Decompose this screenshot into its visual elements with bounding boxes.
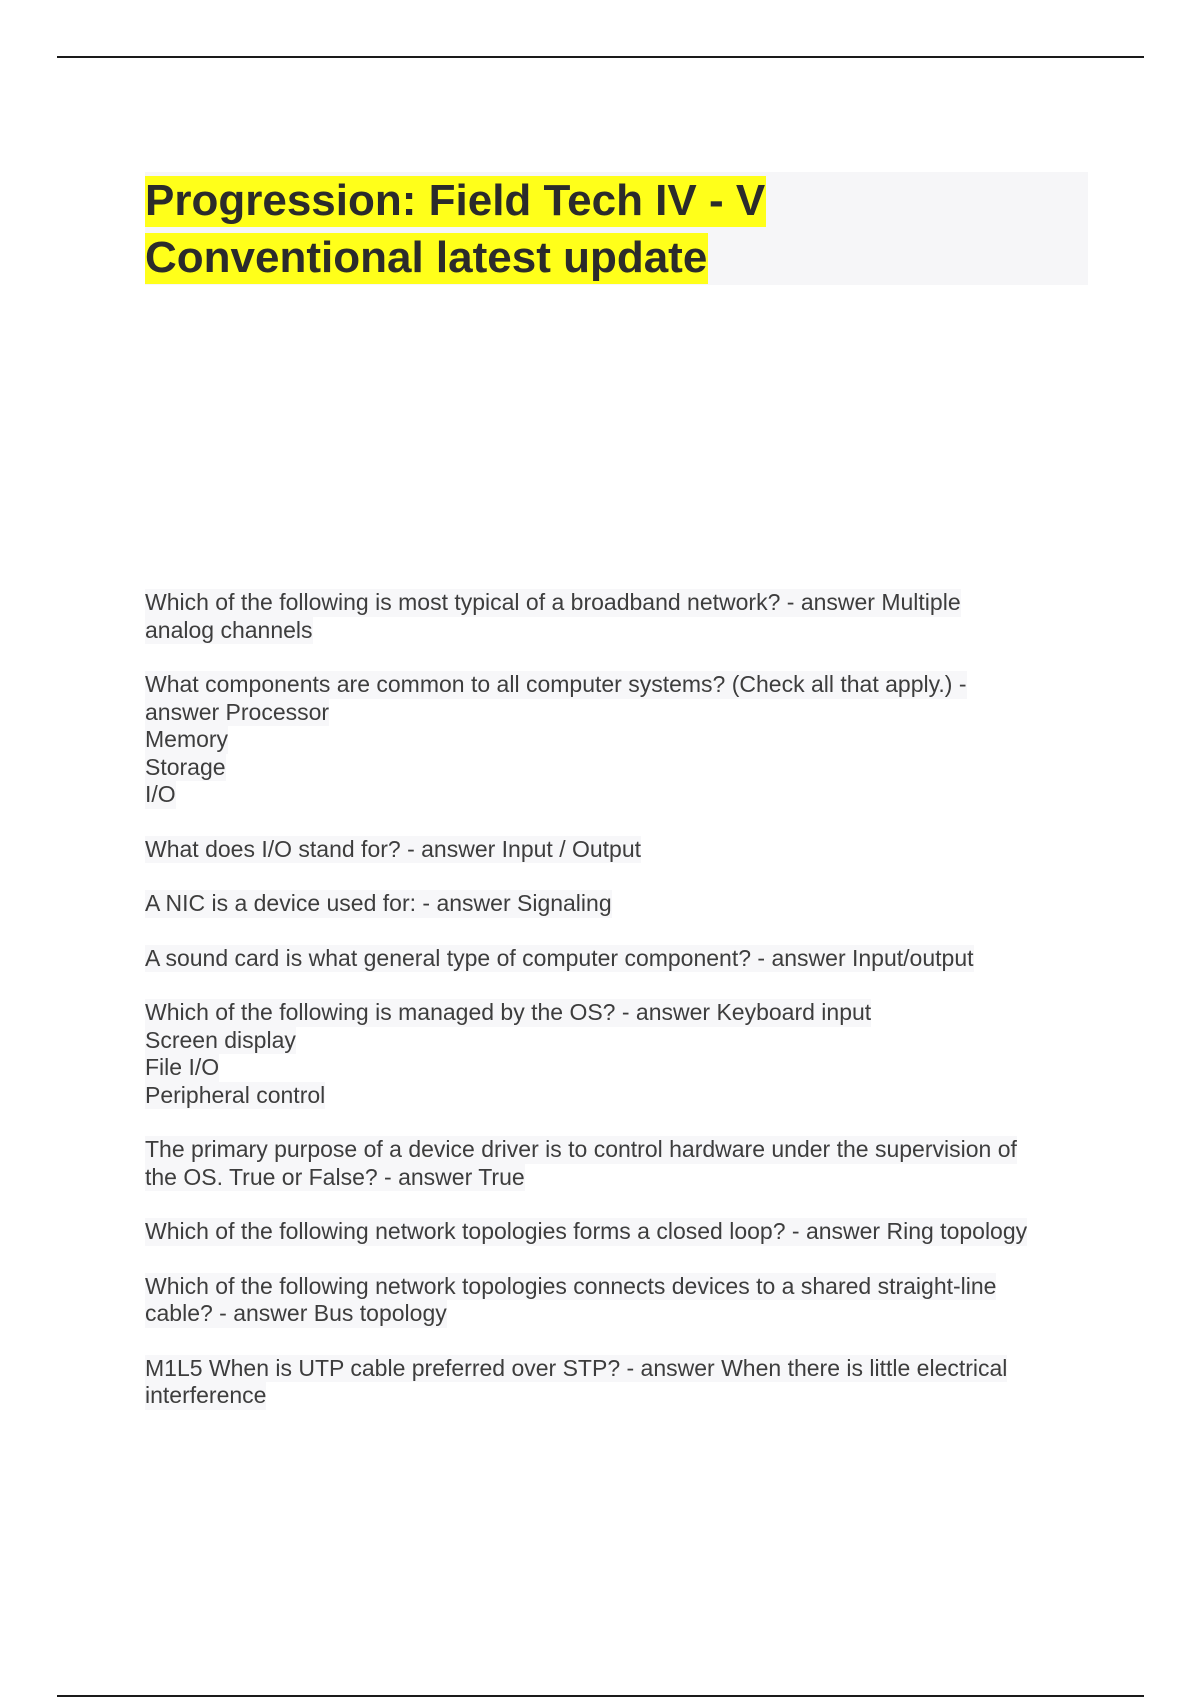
qa-line: M1L5 When is UTP cable preferred over STP? - answer When there is little electrical (145, 1354, 1008, 1381)
qa-line-row (145, 1273, 1085, 1301)
qa-item (145, 890, 1085, 918)
qa-line-row (145, 999, 1085, 1027)
qa-line-row (145, 754, 1085, 782)
qa-item (145, 836, 1085, 864)
qa-line: What does I/O stand for? - answer Input / Output (145, 835, 642, 862)
qa-line-row (145, 726, 1085, 754)
qa-item (145, 945, 1085, 973)
title-block (145, 172, 1088, 285)
qa-line-row (145, 589, 1085, 617)
qa-line: Which of the following network topologies connects devices to a shared straight-line (145, 1272, 997, 1299)
qa-line: answer Processor (145, 698, 330, 725)
qa-line-row (145, 617, 1085, 645)
document-title-line-1: Progression: Field Tech IV - V (145, 176, 766, 225)
qa-line: Which of the following is managed by the OS? - answer Keyboard input (145, 999, 872, 1025)
document-title-line-2: Conventional latest update (145, 233, 708, 282)
qa-line: What components are common to all computer systems? (Check all that apply.) - (145, 671, 967, 697)
qa-line: Which of the following is most typical of a broadband network? - answer Multiple (145, 589, 961, 615)
qa-item (145, 1218, 1085, 1246)
qa-line: cable? - answer Bus topology (145, 1300, 447, 1326)
qa-line-row (145, 890, 1085, 918)
qa-line-row (145, 1027, 1085, 1055)
qa-line-row (145, 1082, 1085, 1110)
qa-line: analog channels (145, 616, 313, 643)
qa-line: Memory (145, 726, 229, 752)
qa-line-row (145, 1054, 1085, 1082)
qa-line: Screen display (145, 1026, 296, 1053)
qa-line-row (145, 836, 1085, 864)
qa-line-row (145, 1355, 1085, 1383)
qa-line: the OS. True or False? - answer True (145, 1163, 525, 1190)
qa-line-row (145, 1164, 1085, 1192)
qa-line: Peripheral control (145, 1081, 326, 1108)
qa-line: I/O (145, 781, 176, 807)
qa-line-row (145, 1136, 1085, 1164)
bottom-rule (57, 1695, 1144, 1697)
qa-line: The primary purpose of a device driver is to control hardware under the supervision of (145, 1136, 1017, 1162)
qa-line-row (145, 1382, 1085, 1410)
top-rule (57, 56, 1144, 58)
qa-line: Which of the following network topologies forms a closed loop? - answer Ring topology (145, 1218, 1028, 1244)
qa-line-row (145, 671, 1085, 699)
qa-line: interference (145, 1382, 267, 1408)
qa-line: A sound card is what general type of computer component? - answer Input/output (145, 944, 974, 971)
qa-line-row (145, 781, 1085, 809)
qa-line: File I/O (145, 1054, 220, 1080)
qa-line-row (145, 1218, 1085, 1246)
qa-line-row (145, 945, 1085, 973)
qa-item (145, 999, 1085, 1109)
qa-list (145, 589, 1085, 1437)
qa-item (145, 671, 1085, 809)
qa-line-row (145, 1300, 1085, 1328)
qa-line: Storage (145, 753, 226, 780)
qa-line-row (145, 699, 1085, 727)
document-title (145, 172, 1088, 286)
qa-item (145, 1273, 1085, 1328)
qa-item (145, 1136, 1085, 1191)
qa-item (145, 589, 1085, 644)
qa-line: A NIC is a device used for: - answer Signaling (145, 890, 612, 916)
qa-item (145, 1355, 1085, 1410)
